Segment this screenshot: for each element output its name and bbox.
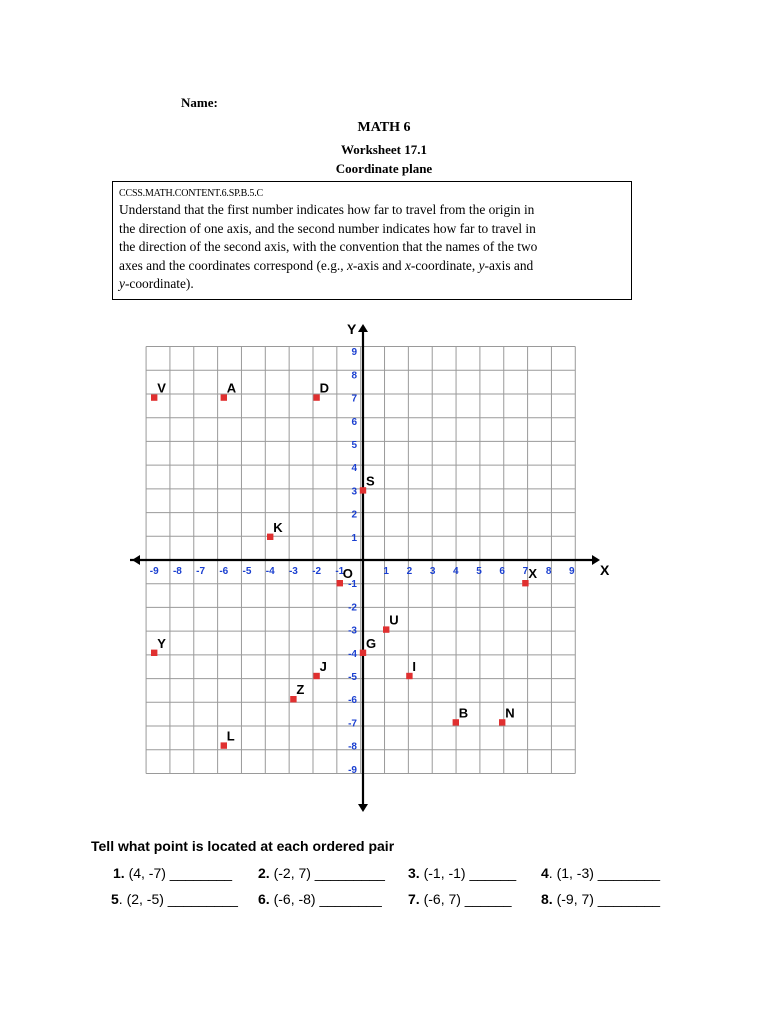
x-tick-label: -6 xyxy=(219,566,229,577)
y-tick-label: -6 xyxy=(348,695,357,707)
y-tick-label: -1 xyxy=(348,579,357,591)
questions-prompt: Tell what point is located at each ordered pair xyxy=(91,838,395,854)
question-item: 2. (-2, 7) _________ xyxy=(258,865,385,881)
point-label-z: Z xyxy=(296,682,305,698)
x-tick-label: -7 xyxy=(196,566,206,577)
y-tick-label: -2 xyxy=(348,602,357,614)
standard-code: CCSS.MATH.CONTENT.6.SP.B.5.C xyxy=(119,188,263,199)
y-tick-label: 3 xyxy=(351,486,357,498)
point-label-k: K xyxy=(273,519,283,535)
y-axis-arrow-down xyxy=(358,804,368,812)
standard-line: y-coordinate). xyxy=(119,276,194,292)
y-tick-label: 9 xyxy=(351,347,357,359)
y-tick-label: -7 xyxy=(348,718,357,730)
x-tick-label: -5 xyxy=(242,566,252,577)
x-tick-label: 2 xyxy=(406,566,413,577)
point-label-a: A xyxy=(226,380,237,396)
x-tick-label: 1 xyxy=(383,566,389,577)
point-label-s: S xyxy=(366,473,375,489)
y-tick-label: -8 xyxy=(348,741,357,753)
point-label-b: B xyxy=(458,705,469,721)
x-tick-label: 5 xyxy=(476,566,482,577)
point-label-y: Y xyxy=(157,635,166,651)
question-item: 6. (-6, -8) ________ xyxy=(258,891,382,907)
y-axis-label: Y xyxy=(347,321,357,337)
question-item: 1. (4, -7) ________ xyxy=(113,865,233,881)
point-label-g: G xyxy=(366,635,377,651)
y-tick-label: -4 xyxy=(348,648,357,660)
point-label-n: N xyxy=(505,705,515,721)
y-tick-label: 4 xyxy=(351,463,357,475)
x-tick-label: -1 xyxy=(335,566,345,577)
topic-title: Coordinate plane xyxy=(335,161,433,176)
x-tick-label: 7 xyxy=(522,566,529,577)
x-tick-label: 6 xyxy=(499,566,505,577)
x-tick-label: -3 xyxy=(288,566,298,577)
point-label-d: D xyxy=(319,380,329,396)
point-label-j: J xyxy=(319,659,327,674)
x-axis-arrow-left xyxy=(132,555,140,565)
x-tick-label: -9 xyxy=(149,566,159,577)
x-tick-label: 8 xyxy=(545,566,552,577)
point-label-u: U xyxy=(389,612,399,628)
y-tick-label: 5 xyxy=(351,440,357,451)
question-item: 5. (2, -5) _________ xyxy=(111,891,238,907)
y-tick-label: 6 xyxy=(351,416,357,428)
standard-line: the direction of one axis, and the second number indicates how far to travel in xyxy=(119,220,536,236)
y-tick-label: -3 xyxy=(348,625,357,637)
question-item: 3. (-1, -1) ______ xyxy=(408,865,517,881)
y-tick-label: 7 xyxy=(351,393,357,405)
name-label: Name: xyxy=(181,95,218,110)
y-axis-arrow-up xyxy=(358,324,368,332)
x-tick-label: -8 xyxy=(172,566,182,577)
y-tick-label: 8 xyxy=(351,370,357,382)
point-label-l: L xyxy=(226,728,235,744)
x-tick-label: -2 xyxy=(312,566,322,577)
point-label-v: V xyxy=(157,380,166,396)
standard-line: the direction of the second axis, with the convention that the names of the two xyxy=(119,239,538,255)
point-label-o: O xyxy=(342,566,353,582)
point-label-x: X xyxy=(528,566,538,582)
standard-box xyxy=(112,181,632,300)
standard-line: Understand that the first number indicates how far to travel from the origin in xyxy=(119,202,535,217)
question-item: 4. (1, -3) ________ xyxy=(541,865,661,881)
x-tick-label: 3 xyxy=(429,566,436,577)
y-tick-label: -5 xyxy=(348,672,357,683)
y-tick-label: -9 xyxy=(348,764,357,776)
coordinate-plane xyxy=(120,318,620,818)
y-tick-label: 1 xyxy=(351,532,357,544)
standard-text xyxy=(119,201,625,294)
point-label-i: I xyxy=(412,659,417,674)
question-item: 8. (-9, 7) ________ xyxy=(541,891,661,907)
y-tick-label: 2 xyxy=(351,509,357,521)
x-tick-label: 4 xyxy=(453,566,459,577)
question-item: 7. (-6, 7) ______ xyxy=(408,891,512,907)
x-tick-label: -4 xyxy=(265,566,275,577)
worksheet-title: Worksheet 17.1 xyxy=(341,142,427,157)
course-title: MATH 6 xyxy=(357,120,411,135)
x-axis-arrow-right xyxy=(592,555,600,565)
x-axis-label: X xyxy=(600,562,610,578)
x-tick-label: 9 xyxy=(569,566,575,577)
standard-line: axes and the coordinates correspond (e.g., x-axis and x-coordinate, y-axis and xyxy=(119,257,534,273)
